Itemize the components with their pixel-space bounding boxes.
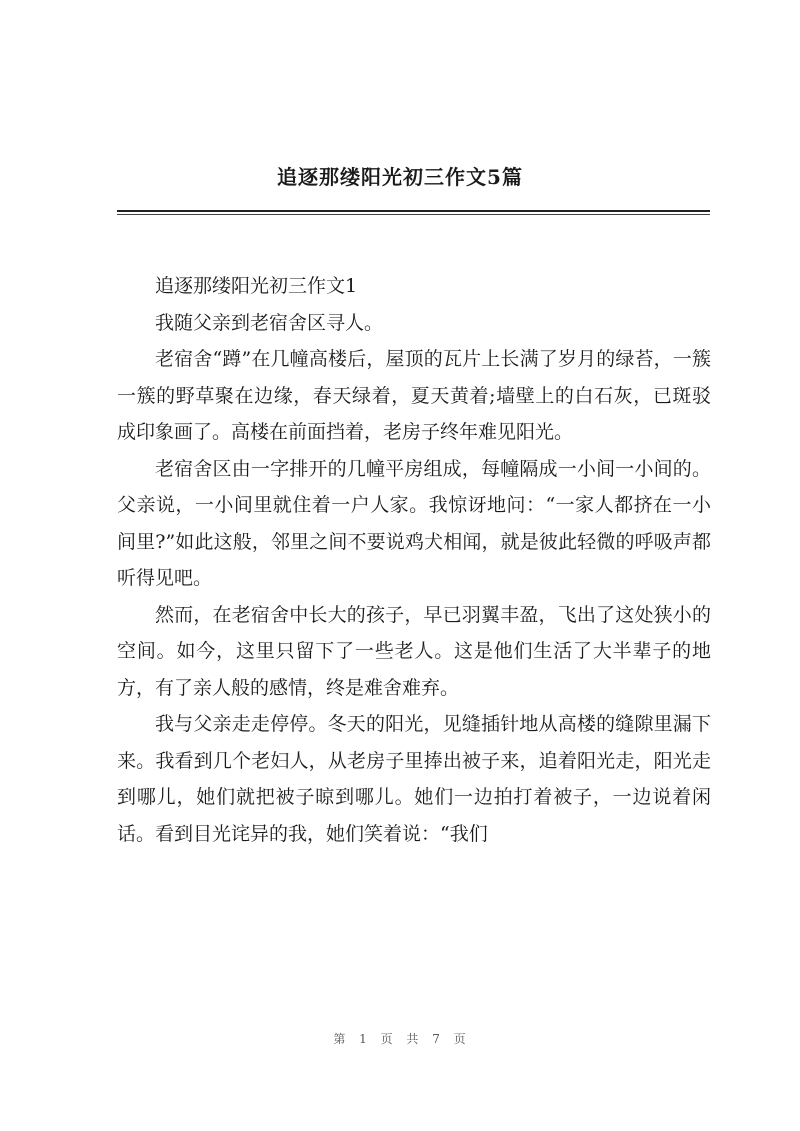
section-heading: 追逐那缕阳光初三作文1 <box>155 275 358 297</box>
paragraph: 老宿舍区由一字排开的几幢平房组成，每幢隔成一小间一小间的。父亲说，一小间里就住着一户人家。我惊讶地问：“一家人都挤在一小间里?”如此这般，邻里之间不要说鸡犬相闻，就是彼此轻微的呼吸声都听得见吧。 <box>117 457 711 589</box>
title-divider-thin <box>117 214 710 215</box>
page-footer: 第 1 页 共 7 页 <box>333 1032 467 1046</box>
document-body <box>117 268 711 852</box>
paragraph: 老宿舍“蹲”在几幢高楼后，屋顶的瓦片上长满了岁月的绿苔，一簇一簇的野草聚在边缘，春天绿着，夏天黄着;墙壁上的白石灰，已斑驳成印象画了。高楼在前面挡着，老房子终年难见阳光。 <box>117 348 711 443</box>
document-title: 追逐那缕阳光初三作文5篇 <box>277 165 523 189</box>
paragraph: 我与父亲走走停停。冬天的阳光，见缝插针地从高楼的缝隙里漏下来。我看到几个老妇人，从老房子里捧出被子来，追着阳光走，阳光走到哪儿，她们就把被子晾到哪儿。她们一边拍打着被子，一边说着闲话。看到目光诧异的我，她们笑着说：“我们 <box>117 713 711 845</box>
paragraph: 我随父亲到老宿舍区寻人。 <box>155 311 384 334</box>
paragraph: 然而，在老宿舍中长大的孩子，早已羽翼丰盈，飞出了这处狭小的空间。如今，这里只留下了一些老人。这是他们生活了大半辈子的地方，有了亲人般的感情，终是难舍难弃。 <box>117 603 711 699</box>
title-divider-thick <box>117 210 710 212</box>
